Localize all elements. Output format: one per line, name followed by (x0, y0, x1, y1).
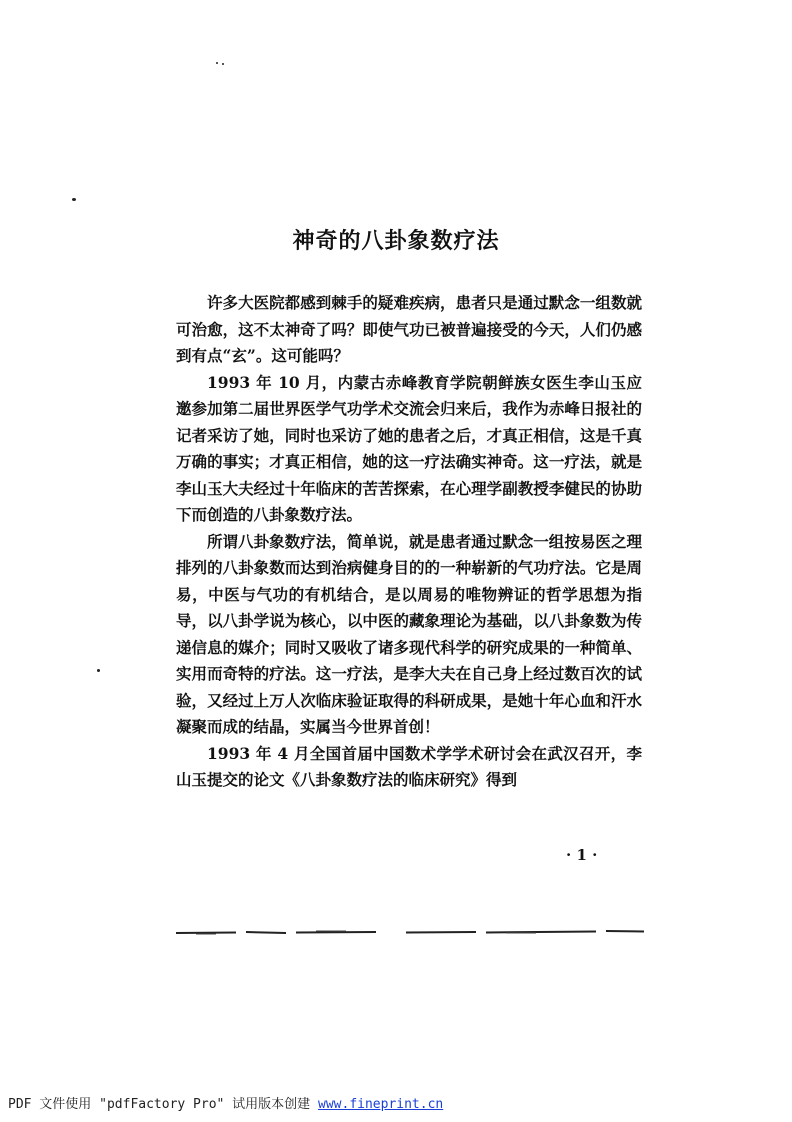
paragraph: 所谓八卦象数疗法，简单说，就是患者通过默念一组按易医之理排列的八卦象数而达到治病健身目的的一种崭新的气功疗法。它是周易，中医与气功的有机结合，是以周易的唯物辨证的哲学思想为指导，以八卦学说为核心，以中医的藏象理论为基础，以八卦象数为传递信息的媒介；同时又吸收了诸多现代科学的研究成果的一种简单、实用而奇特的疗法。这一疗法，是李大夫在自己身上经过数百次的试验，又经过上万人次临床验证取得的科研成果，是她十年心血和汗水凝聚而成的结晶，实属当今世界首创！ (176, 531, 642, 736)
footer-text: PDF 文件使用 "pdfFactory Pro" 试用版本创建 (8, 1097, 319, 1112)
paragraph: 1993 年 10 月，内蒙古赤峰教育学院朝鲜族女医生李山玉应邀参加第二届世界医学气功学术交流会归来后，我作为赤峰日报社的记者采访了她，同时也采访了她的患者之后，才真正相信，这是千真万确的事实；才真正相信，她的这一疗法确实神奇。这一疗法，就是李山玉大夫经过十年临床的苦苦探索，在心理学副教授李健民的协助下而创造的八卦象数疗法。 (176, 372, 642, 524)
body-text (176, 290, 642, 794)
scan-speck (222, 63, 224, 65)
scan-rule-line (176, 928, 646, 936)
page-title: 神奇的八卦象数疗法 (292, 229, 500, 254)
scan-speck (216, 62, 218, 64)
footer-link[interactable]: www.fineprint.cn (318, 1097, 444, 1112)
paragraph: 1993 年 4 月全国首届中国数术学学术研讨会在武汉召开，李山玉提交的论文《八卦象数疗法的临床研究》得到 (176, 743, 642, 789)
scan-speck (97, 669, 100, 672)
page-number: · 1 · (566, 846, 598, 864)
scan-speck (72, 198, 76, 201)
paragraph: 许多大医院都感到棘手的疑难疾病，患者只是通过默念一组数就可治愈，这不太神奇了吗？即使气功已被普遍接受的今天，人们仍感到有点“玄”。这可能吗？ (176, 293, 642, 365)
pdf-footer (8, 1093, 443, 1112)
